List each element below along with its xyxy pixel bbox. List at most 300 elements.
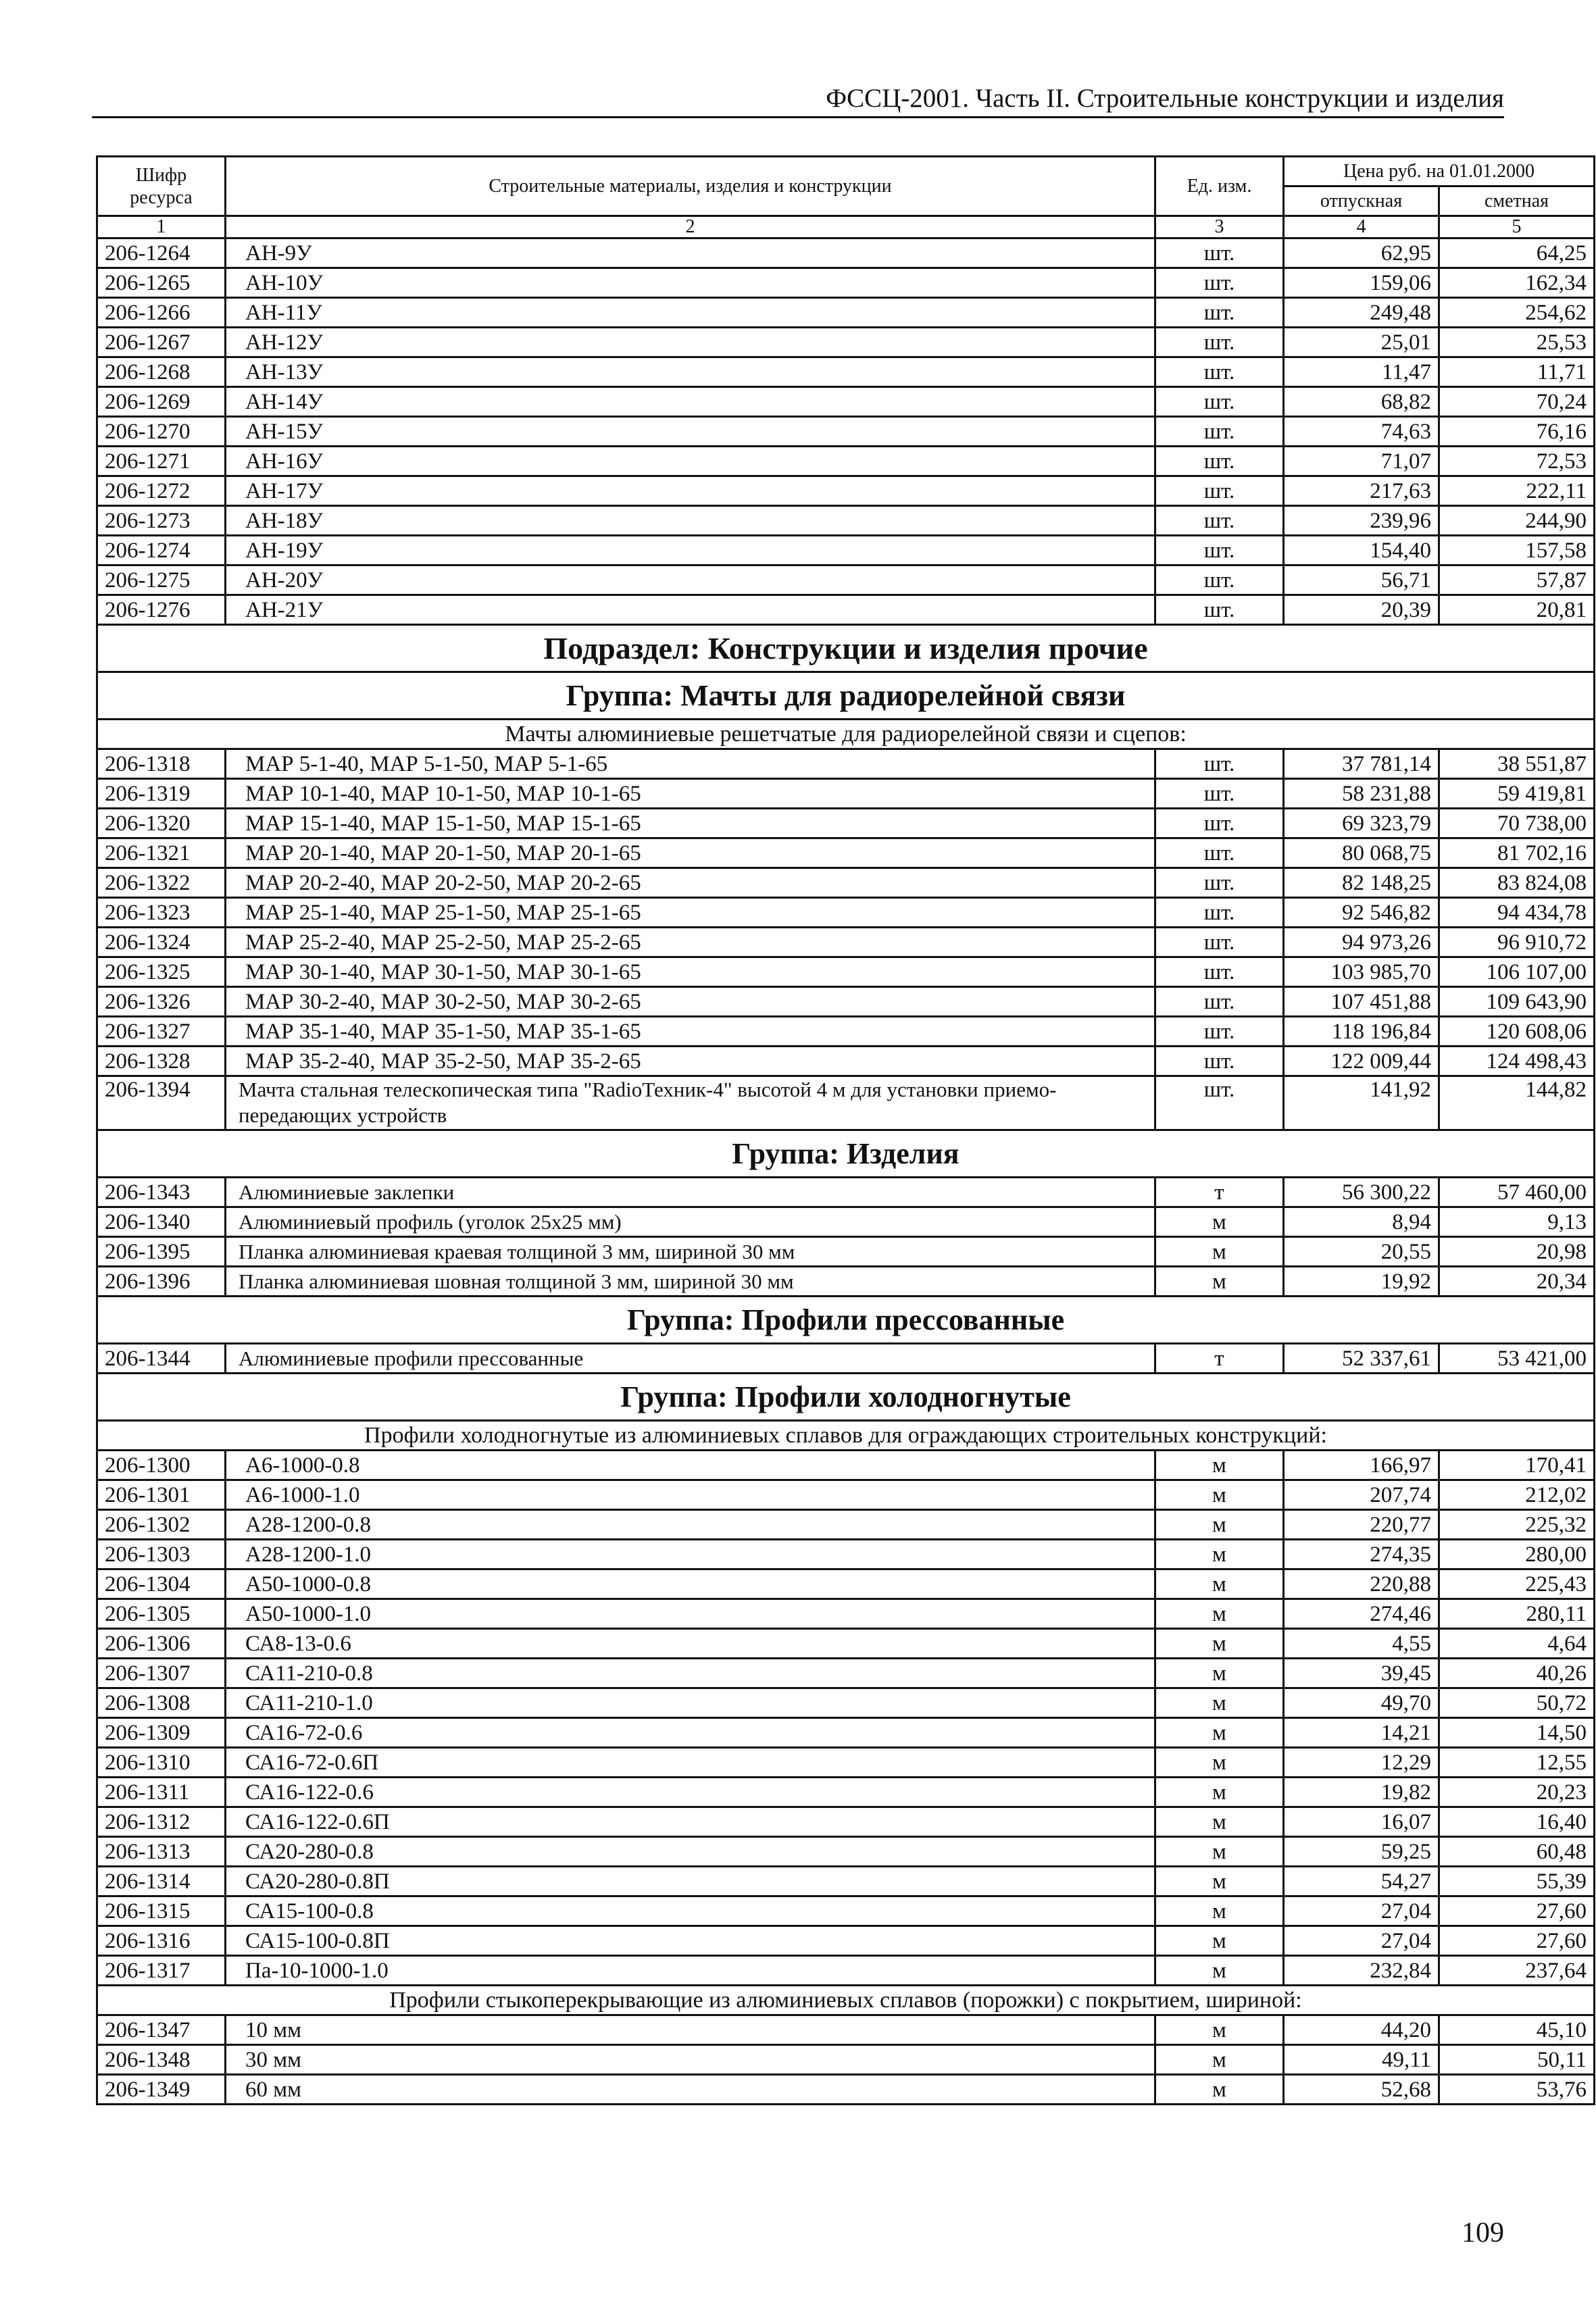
unit-cell: шт. bbox=[1155, 357, 1284, 387]
resource-code-cell: 206-1273 bbox=[97, 506, 226, 536]
estimate-price-cell: 280,11 bbox=[1439, 1599, 1595, 1629]
material-name-cell: МАР 25-1-40, МАР 25-1-50, МАР 25-1-65 bbox=[226, 898, 1155, 928]
release-price-cell: 141,92 bbox=[1284, 1076, 1439, 1130]
release-price-cell: 54,27 bbox=[1284, 1867, 1439, 1896]
header-col-number: 1 bbox=[97, 216, 226, 238]
table-row bbox=[97, 1451, 1595, 1480]
estimate-price-cell: 57 460,00 bbox=[1439, 1178, 1595, 1207]
table-row bbox=[97, 957, 1595, 987]
table-row bbox=[97, 1778, 1595, 1807]
release-price-cell: 71,07 bbox=[1284, 447, 1439, 476]
unit-cell: м bbox=[1155, 1510, 1284, 1540]
resource-code-cell: 206-1303 bbox=[97, 1540, 226, 1569]
estimate-price-cell: 106 107,00 bbox=[1439, 957, 1595, 987]
header-unit: Ед. изм. bbox=[1155, 157, 1284, 216]
material-name-cell: АН-10У bbox=[226, 268, 1155, 298]
release-price-cell: 11,47 bbox=[1284, 357, 1439, 387]
table-row bbox=[97, 1569, 1595, 1599]
unit-cell: м bbox=[1155, 1837, 1284, 1867]
table-row bbox=[97, 1480, 1595, 1510]
unit-cell: м bbox=[1155, 1267, 1284, 1297]
table-row bbox=[97, 779, 1595, 809]
header-col-number: 4 bbox=[1284, 216, 1439, 238]
estimate-price-cell: 27,60 bbox=[1439, 1926, 1595, 1956]
material-name-cell: Планка алюминиевая шовная толщиной 3 мм, шириной 30 мм bbox=[226, 1267, 1155, 1297]
page-number: 109 bbox=[1462, 2217, 1504, 2248]
header-price-group: Цена руб. на 01.01.2000 bbox=[1284, 157, 1595, 186]
estimate-price-cell: 76,16 bbox=[1439, 417, 1595, 447]
estimate-price-cell: 38 551,87 bbox=[1439, 749, 1595, 779]
material-name-cell: МАР 20-2-40, МАР 20-2-50, МАР 20-2-65 bbox=[226, 868, 1155, 898]
table-row bbox=[97, 1837, 1595, 1867]
running-header: ФССЦ-2001. Часть II. Строительные конструкции и изделия bbox=[826, 84, 1504, 113]
material-name-cell: АН-15У bbox=[226, 417, 1155, 447]
release-price-cell: 58 231,88 bbox=[1284, 779, 1439, 809]
material-name-cell: 60 мм bbox=[226, 2075, 1155, 2105]
release-price-cell: 39,45 bbox=[1284, 1659, 1439, 1688]
estimate-price-cell: 162,34 bbox=[1439, 268, 1595, 298]
resource-code-cell: 206-1269 bbox=[97, 387, 226, 417]
release-price-cell: 232,84 bbox=[1284, 1956, 1439, 1986]
table-row bbox=[97, 1076, 1595, 1130]
table-row bbox=[97, 565, 1595, 595]
estimate-price-cell: 64,25 bbox=[1439, 238, 1595, 268]
material-name-cell: Планка алюминиевая краевая толщиной 3 мм, шириной 30 мм bbox=[226, 1237, 1155, 1267]
estimate-price-cell: 254,62 bbox=[1439, 298, 1595, 328]
estimate-price-cell: 72,53 bbox=[1439, 447, 1595, 476]
estimate-price-cell: 244,90 bbox=[1439, 506, 1595, 536]
unit-cell: шт. bbox=[1155, 987, 1284, 1017]
unit-cell: м bbox=[1155, 2015, 1284, 2045]
unit-cell: м bbox=[1155, 2075, 1284, 2105]
unit-cell: шт. bbox=[1155, 779, 1284, 809]
unit-cell: шт. bbox=[1155, 1047, 1284, 1076]
material-name-cell: Па-10-1000-1.0 bbox=[226, 1956, 1155, 1986]
estimate-price-cell: 40,26 bbox=[1439, 1659, 1595, 1688]
unit-cell: шт. bbox=[1155, 328, 1284, 357]
material-name-cell: А6-1000-0.8 bbox=[226, 1451, 1155, 1480]
unit-cell: м bbox=[1155, 1867, 1284, 1896]
estimate-price-cell: 45,10 bbox=[1439, 2015, 1595, 2045]
table-row bbox=[97, 898, 1595, 928]
resource-code-cell: 206-1340 bbox=[97, 1207, 226, 1237]
release-price-cell: 82 148,25 bbox=[1284, 868, 1439, 898]
group-title: Группа: Изделия bbox=[97, 1130, 1595, 1178]
release-price-cell: 220,77 bbox=[1284, 1510, 1439, 1540]
note-text: Мачты алюминиевые решетчатые для радиорелейной связи и сцепов: bbox=[97, 720, 1595, 749]
resource-code-cell: 206-1308 bbox=[97, 1688, 226, 1718]
estimate-price-cell: 27,60 bbox=[1439, 1896, 1595, 1926]
price-table bbox=[96, 155, 1595, 2105]
material-name-cell: АН-17У bbox=[226, 476, 1155, 506]
release-price-cell: 56,71 bbox=[1284, 565, 1439, 595]
material-name-cell: СА16-122-0.6П bbox=[226, 1807, 1155, 1837]
release-price-cell: 239,96 bbox=[1284, 506, 1439, 536]
estimate-price-cell: 50,11 bbox=[1439, 2045, 1595, 2075]
material-name-cell: Алюминиевые профили прессованные bbox=[226, 1344, 1155, 1374]
release-price-cell: 49,70 bbox=[1284, 1688, 1439, 1718]
resource-code-cell: 206-1272 bbox=[97, 476, 226, 506]
table-row bbox=[97, 1178, 1595, 1207]
estimate-price-cell: 53 421,00 bbox=[1439, 1344, 1595, 1374]
release-price-cell: 27,04 bbox=[1284, 1926, 1439, 1956]
release-price-cell: 14,21 bbox=[1284, 1718, 1439, 1748]
unit-cell: м bbox=[1155, 1896, 1284, 1926]
table-row bbox=[97, 1629, 1595, 1659]
unit-cell: шт. bbox=[1155, 898, 1284, 928]
release-price-cell: 20,55 bbox=[1284, 1237, 1439, 1267]
table-row bbox=[97, 868, 1595, 898]
table-row bbox=[97, 1599, 1595, 1629]
table-row bbox=[97, 1718, 1595, 1748]
unit-cell: шт. bbox=[1155, 838, 1284, 868]
material-name-cell: АН-14У bbox=[226, 387, 1155, 417]
estimate-price-cell: 83 824,08 bbox=[1439, 868, 1595, 898]
release-price-cell: 25,01 bbox=[1284, 328, 1439, 357]
estimate-price-cell: 11,71 bbox=[1439, 357, 1595, 387]
estimate-price-cell: 57,87 bbox=[1439, 565, 1595, 595]
estimate-price-cell: 16,40 bbox=[1439, 1807, 1595, 1837]
table-row bbox=[97, 838, 1595, 868]
release-price-cell: 19,92 bbox=[1284, 1267, 1439, 1297]
estimate-price-cell: 222,11 bbox=[1439, 476, 1595, 506]
resource-code-cell: 206-1323 bbox=[97, 898, 226, 928]
estimate-price-cell: 237,64 bbox=[1439, 1956, 1595, 1986]
resource-code-cell: 206-1275 bbox=[97, 565, 226, 595]
estimate-price-cell: 170,41 bbox=[1439, 1451, 1595, 1480]
estimate-price-cell: 225,32 bbox=[1439, 1510, 1595, 1540]
release-price-cell: 74,63 bbox=[1284, 417, 1439, 447]
unit-cell: шт. bbox=[1155, 238, 1284, 268]
estimate-price-cell: 50,72 bbox=[1439, 1688, 1595, 1718]
header-estimate-price: сметная bbox=[1439, 186, 1595, 216]
estimate-price-cell: 157,58 bbox=[1439, 536, 1595, 565]
material-name-cell: Алюминиевый профиль (уголок 25х25 мм) bbox=[226, 1207, 1155, 1237]
release-price-cell: 68,82 bbox=[1284, 387, 1439, 417]
table-row bbox=[97, 387, 1595, 417]
resource-code-cell: 206-1328 bbox=[97, 1047, 226, 1076]
header-col-number: 5 bbox=[1439, 216, 1595, 238]
estimate-price-cell: 96 910,72 bbox=[1439, 928, 1595, 957]
group-row bbox=[97, 1374, 1595, 1421]
release-price-cell: 166,97 bbox=[1284, 1451, 1439, 1480]
resource-code-cell: 206-1327 bbox=[97, 1017, 226, 1047]
estimate-price-cell: 225,43 bbox=[1439, 1569, 1595, 1599]
unit-cell: шт. bbox=[1155, 506, 1284, 536]
resource-code-cell: 206-1266 bbox=[97, 298, 226, 328]
unit-cell: м bbox=[1155, 1748, 1284, 1778]
resource-code-cell: 206-1305 bbox=[97, 1599, 226, 1629]
resource-code-cell: 206-1396 bbox=[97, 1267, 226, 1297]
estimate-price-cell: 20,98 bbox=[1439, 1237, 1595, 1267]
unit-cell: шт. bbox=[1155, 868, 1284, 898]
material-name-cell: СА20-280-0.8П bbox=[226, 1867, 1155, 1896]
resource-code-cell: 206-1300 bbox=[97, 1451, 226, 1480]
unit-cell: шт. bbox=[1155, 809, 1284, 838]
unit-cell: м bbox=[1155, 1237, 1284, 1267]
note-row bbox=[97, 1986, 1595, 2015]
material-name-cell: АН-11У bbox=[226, 298, 1155, 328]
material-name-cell: А28-1200-0.8 bbox=[226, 1510, 1155, 1540]
release-price-cell: 56 300,22 bbox=[1284, 1178, 1439, 1207]
unit-cell: м bbox=[1155, 1207, 1284, 1237]
release-price-cell: 118 196,84 bbox=[1284, 1017, 1439, 1047]
release-price-cell: 159,06 bbox=[1284, 268, 1439, 298]
material-name-cell: 10 мм bbox=[226, 2015, 1155, 2045]
table-row bbox=[97, 2075, 1595, 2105]
resource-code-cell: 206-1343 bbox=[97, 1178, 226, 1207]
material-name-cell: МАР 10-1-40, МАР 10-1-50, МАР 10-1-65 bbox=[226, 779, 1155, 809]
unit-cell: м bbox=[1155, 2045, 1284, 2075]
table-row bbox=[97, 1510, 1595, 1540]
unit-cell: шт. bbox=[1155, 476, 1284, 506]
resource-code-cell: 206-1324 bbox=[97, 928, 226, 957]
release-price-cell: 249,48 bbox=[1284, 298, 1439, 328]
table-row bbox=[97, 1237, 1595, 1267]
release-price-cell: 8,94 bbox=[1284, 1207, 1439, 1237]
release-price-cell: 69 323,79 bbox=[1284, 809, 1439, 838]
resource-code-cell: 206-1310 bbox=[97, 1748, 226, 1778]
estimate-price-cell: 55,39 bbox=[1439, 1867, 1595, 1896]
unit-cell: м bbox=[1155, 1480, 1284, 1510]
unit-cell: м bbox=[1155, 1599, 1284, 1629]
table-row bbox=[97, 357, 1595, 387]
material-name-cell: А50-1000-0.8 bbox=[226, 1569, 1155, 1599]
unit-cell: шт. bbox=[1155, 536, 1284, 565]
estimate-price-cell: 12,55 bbox=[1439, 1748, 1595, 1778]
resource-code-cell: 206-1314 bbox=[97, 1867, 226, 1896]
material-name-cell: А6-1000-1.0 bbox=[226, 1480, 1155, 1510]
table-row bbox=[97, 1659, 1595, 1688]
resource-code-cell: 206-1317 bbox=[97, 1956, 226, 1986]
resource-code-cell: 206-1322 bbox=[97, 868, 226, 898]
header-release-price: отпускная bbox=[1284, 186, 1439, 216]
table-row bbox=[97, 749, 1595, 779]
table-row bbox=[97, 536, 1595, 565]
release-price-cell: 20,39 bbox=[1284, 595, 1439, 625]
unit-cell: м bbox=[1155, 1659, 1284, 1688]
resource-code-cell: 206-1274 bbox=[97, 536, 226, 565]
material-name-cell: МАР 35-1-40, МАР 35-1-50, МАР 35-1-65 bbox=[226, 1017, 1155, 1047]
resource-code-cell: 206-1311 bbox=[97, 1778, 226, 1807]
release-price-cell: 16,07 bbox=[1284, 1807, 1439, 1837]
table-row bbox=[97, 1267, 1595, 1297]
unit-cell: м bbox=[1155, 1569, 1284, 1599]
table-row bbox=[97, 1867, 1595, 1896]
release-price-cell: 122 009,44 bbox=[1284, 1047, 1439, 1076]
material-name-cell: Мачта стальная телескопическая типа "RadioТехник-4" высотой 4 м для установки приемо-передающих устройств bbox=[226, 1076, 1155, 1130]
estimate-price-cell: 20,23 bbox=[1439, 1778, 1595, 1807]
release-price-cell: 37 781,14 bbox=[1284, 749, 1439, 779]
section-title: Подраздел: Конструкции и изделия прочие bbox=[97, 625, 1595, 672]
material-name-cell: А28-1200-1.0 bbox=[226, 1540, 1155, 1569]
table-row bbox=[97, 328, 1595, 357]
release-price-cell: 52 337,61 bbox=[1284, 1344, 1439, 1374]
estimate-price-cell: 53,76 bbox=[1439, 2075, 1595, 2105]
estimate-price-cell: 124 498,43 bbox=[1439, 1047, 1595, 1076]
resource-code-cell: 206-1394 bbox=[97, 1076, 226, 1130]
material-name-cell: СА15-100-0.8П bbox=[226, 1926, 1155, 1956]
table-row bbox=[97, 447, 1595, 476]
table-row bbox=[97, 809, 1595, 838]
estimate-price-cell: 94 434,78 bbox=[1439, 898, 1595, 928]
table-row bbox=[97, 2045, 1595, 2075]
table-row bbox=[97, 1807, 1595, 1837]
table-row bbox=[97, 595, 1595, 625]
estimate-price-cell: 70,24 bbox=[1439, 387, 1595, 417]
table-row bbox=[97, 1207, 1595, 1237]
estimate-price-cell: 280,00 bbox=[1439, 1540, 1595, 1569]
unit-cell: м bbox=[1155, 1778, 1284, 1807]
table-row bbox=[97, 476, 1595, 506]
unit-cell: шт. bbox=[1155, 928, 1284, 957]
group-title: Группа: Профили прессованные bbox=[97, 1297, 1595, 1344]
release-price-cell: 27,04 bbox=[1284, 1896, 1439, 1926]
release-price-cell: 44,20 bbox=[1284, 2015, 1439, 2045]
release-price-cell: 80 068,75 bbox=[1284, 838, 1439, 868]
resource-code-cell: 206-1316 bbox=[97, 1926, 226, 1956]
unit-cell: шт. bbox=[1155, 1076, 1284, 1130]
table-row bbox=[97, 2015, 1595, 2045]
release-price-cell: 59,25 bbox=[1284, 1837, 1439, 1867]
unit-cell: м bbox=[1155, 1540, 1284, 1569]
material-name-cell: МАР 15-1-40, МАР 15-1-50, МАР 15-1-65 bbox=[226, 809, 1155, 838]
unit-cell: м bbox=[1155, 1807, 1284, 1837]
resource-code-cell: 206-1348 bbox=[97, 2045, 226, 2075]
group-title: Группа: Мачты для радиорелейной связи bbox=[97, 672, 1595, 720]
material-name-cell: СА8-13-0.6 bbox=[226, 1629, 1155, 1659]
table-row bbox=[97, 1956, 1595, 1986]
resource-code-cell: 206-1304 bbox=[97, 1569, 226, 1599]
unit-cell: т bbox=[1155, 1344, 1284, 1374]
resource-code-cell: 206-1319 bbox=[97, 779, 226, 809]
group-title: Группа: Профили холодногнутые bbox=[97, 1374, 1595, 1421]
table-row bbox=[97, 268, 1595, 298]
resource-code-cell: 206-1307 bbox=[97, 1659, 226, 1688]
table-row bbox=[97, 1896, 1595, 1926]
release-price-cell: 94 973,26 bbox=[1284, 928, 1439, 957]
material-name-cell: СА16-72-0.6П bbox=[226, 1748, 1155, 1778]
resource-code-cell: 206-1267 bbox=[97, 328, 226, 357]
header-rule bbox=[92, 116, 1504, 118]
estimate-price-cell: 81 702,16 bbox=[1439, 838, 1595, 868]
release-price-cell: 49,11 bbox=[1284, 2045, 1439, 2075]
estimate-price-cell: 14,50 bbox=[1439, 1718, 1595, 1748]
estimate-price-cell: 20,34 bbox=[1439, 1267, 1595, 1297]
resource-code-cell: 206-1347 bbox=[97, 2015, 226, 2045]
unit-cell: шт. bbox=[1155, 447, 1284, 476]
estimate-price-cell: 20,81 bbox=[1439, 595, 1595, 625]
material-name-cell: АН-9У bbox=[226, 238, 1155, 268]
resource-code-cell: 206-1301 bbox=[97, 1480, 226, 1510]
resource-code-cell: 206-1315 bbox=[97, 1896, 226, 1926]
unit-cell: шт. bbox=[1155, 749, 1284, 779]
resource-code-cell: 206-1313 bbox=[97, 1837, 226, 1867]
estimate-price-cell: 25,53 bbox=[1439, 328, 1595, 357]
unit-cell: шт. bbox=[1155, 1017, 1284, 1047]
release-price-cell: 274,46 bbox=[1284, 1599, 1439, 1629]
header-col-number: 2 bbox=[226, 216, 1155, 238]
group-row bbox=[97, 1130, 1595, 1178]
table-header bbox=[97, 157, 1595, 238]
resource-code-cell: 206-1320 bbox=[97, 809, 226, 838]
resource-code-cell: 206-1276 bbox=[97, 595, 226, 625]
table-row bbox=[97, 506, 1595, 536]
header-code: Шифр ресурса bbox=[97, 157, 226, 216]
resource-code-cell: 206-1271 bbox=[97, 447, 226, 476]
unit-cell: шт. bbox=[1155, 565, 1284, 595]
table-row bbox=[97, 1688, 1595, 1718]
table-row bbox=[97, 1926, 1595, 1956]
resource-code-cell: 206-1265 bbox=[97, 268, 226, 298]
resource-code-cell: 206-1349 bbox=[97, 2075, 226, 2105]
material-name-cell: АН-13У bbox=[226, 357, 1155, 387]
material-name-cell: МАР 30-2-40, МАР 30-2-50, МАР 30-2-65 bbox=[226, 987, 1155, 1017]
estimate-price-cell: 59 419,81 bbox=[1439, 779, 1595, 809]
material-name-cell: СА15-100-0.8 bbox=[226, 1896, 1155, 1926]
material-name-cell: МАР 25-2-40, МАР 25-2-50, МАР 25-2-65 bbox=[226, 928, 1155, 957]
material-name-cell: МАР 5-1-40, МАР 5-1-50, МАР 5-1-65 bbox=[226, 749, 1155, 779]
unit-cell: м bbox=[1155, 1718, 1284, 1748]
note-text: Профили холодногнутые из алюминиевых сплавов для ограждающих строительных конструкций: bbox=[97, 1421, 1595, 1451]
estimate-price-cell: 144,82 bbox=[1439, 1076, 1595, 1130]
estimate-price-cell: 212,02 bbox=[1439, 1480, 1595, 1510]
table-row bbox=[97, 1344, 1595, 1374]
material-name-cell: МАР 30-1-40, МАР 30-1-50, МАР 30-1-65 bbox=[226, 957, 1155, 987]
material-name-cell: МАР 20-1-40, МАР 20-1-50, МАР 20-1-65 bbox=[226, 838, 1155, 868]
material-name-cell: МАР 35-2-40, МАР 35-2-50, МАР 35-2-65 bbox=[226, 1047, 1155, 1076]
unit-cell: т bbox=[1155, 1178, 1284, 1207]
resource-code-cell: 206-1270 bbox=[97, 417, 226, 447]
release-price-cell: 12,29 bbox=[1284, 1748, 1439, 1778]
section-row bbox=[97, 625, 1595, 672]
group-row bbox=[97, 1297, 1595, 1344]
unit-cell: м bbox=[1155, 1688, 1284, 1718]
release-price-cell: 19,82 bbox=[1284, 1778, 1439, 1807]
resource-code-cell: 206-1268 bbox=[97, 357, 226, 387]
material-name-cell: 30 мм bbox=[226, 2045, 1155, 2075]
estimate-price-cell: 70 738,00 bbox=[1439, 809, 1595, 838]
material-name-cell: АН-16У bbox=[226, 447, 1155, 476]
header-col-number: 3 bbox=[1155, 216, 1284, 238]
release-price-cell: 107 451,88 bbox=[1284, 987, 1439, 1017]
release-price-cell: 92 546,82 bbox=[1284, 898, 1439, 928]
unit-cell: шт. bbox=[1155, 957, 1284, 987]
release-price-cell: 62,95 bbox=[1284, 238, 1439, 268]
table-row bbox=[97, 928, 1595, 957]
unit-cell: шт. bbox=[1155, 595, 1284, 625]
release-price-cell: 52,68 bbox=[1284, 2075, 1439, 2105]
material-name-cell: СА20-280-0.8 bbox=[226, 1837, 1155, 1867]
material-name-cell: АН-12У bbox=[226, 328, 1155, 357]
group-row bbox=[97, 672, 1595, 720]
note-row bbox=[97, 1421, 1595, 1451]
estimate-price-cell: 120 608,06 bbox=[1439, 1017, 1595, 1047]
resource-code-cell: 206-1318 bbox=[97, 749, 226, 779]
header-name: Строительные материалы, изделия и конструкции bbox=[226, 157, 1155, 216]
material-name-cell: СА11-210-0.8 bbox=[226, 1659, 1155, 1688]
release-price-cell: 217,63 bbox=[1284, 476, 1439, 506]
unit-cell: шт. bbox=[1155, 387, 1284, 417]
resource-code-cell: 206-1302 bbox=[97, 1510, 226, 1540]
release-price-cell: 154,40 bbox=[1284, 536, 1439, 565]
unit-cell: м bbox=[1155, 1629, 1284, 1659]
resource-code-cell: 206-1309 bbox=[97, 1718, 226, 1748]
release-price-cell: 207,74 bbox=[1284, 1480, 1439, 1510]
resource-code-cell: 206-1325 bbox=[97, 957, 226, 987]
material-name-cell: А50-1000-1.0 bbox=[226, 1599, 1155, 1629]
resource-code-cell: 206-1326 bbox=[97, 987, 226, 1017]
